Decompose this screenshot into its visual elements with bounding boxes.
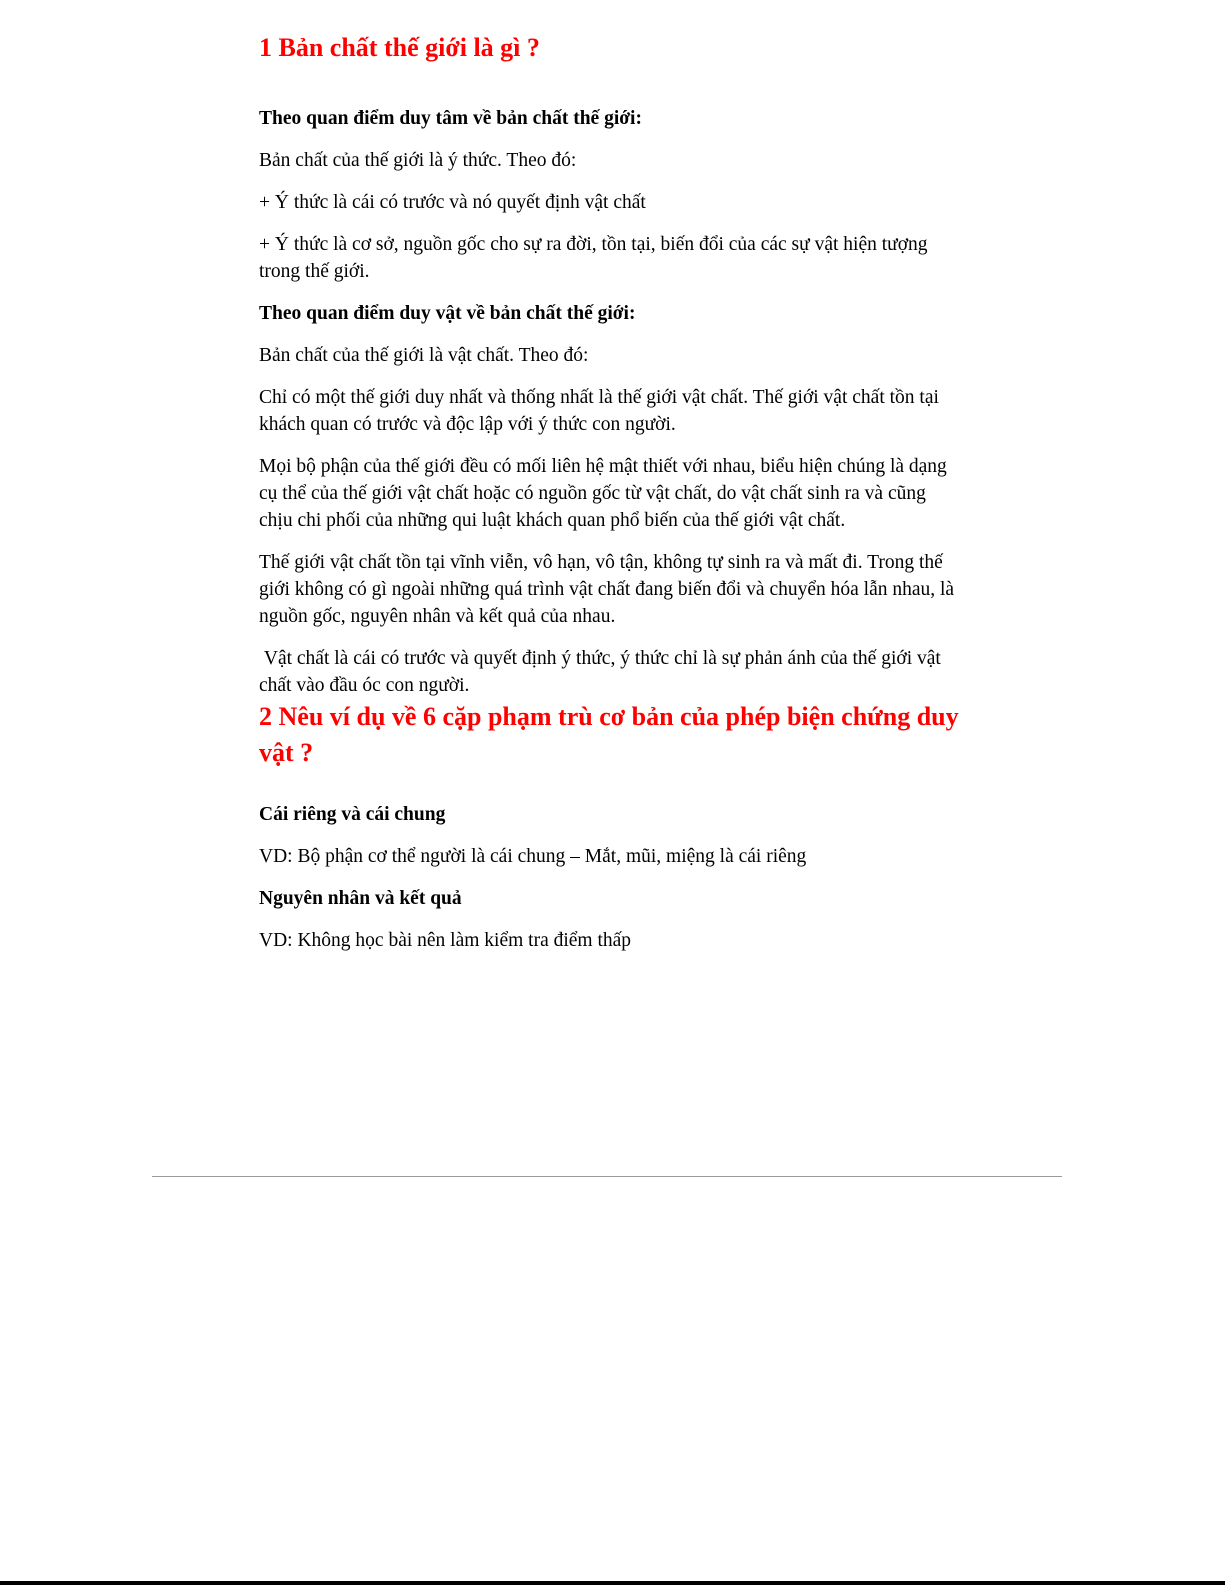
pair-1-example: VD: Bộ phận cơ thể người là cái chung – Mắt, mũi, miệng là cái riêng <box>259 846 807 867</box>
idealist-intro: Bản chất của thế giới là ý thức. Theo đó: <box>259 150 577 171</box>
pair-2-heading: Nguyên nhân và kết quả <box>259 888 462 909</box>
document-content <box>259 30 959 969</box>
page-divider <box>152 1176 1062 1177</box>
materialist-point-1: Chỉ có một thế giới duy nhất và thống nhất là thế giới vật chất. Thế giới vật chất tồn tại khách quan có trước và độc lập với ý thức con người. <box>259 387 939 435</box>
materialist-point-4: Vật chất là cái có trước và quyết định ý thức, ý thức chỉ là sự phản ánh của thế giới vật chất vào đầu óc con người. <box>259 648 946 696</box>
materialist-heading: Theo quan điểm duy vật về bản chất thế giới: <box>259 303 636 324</box>
materialist-point-2: Mọi bộ phận của thế giới đều có mối liên hệ mật thiết với nhau, biểu hiện chúng là dạng cụ thể của thế giới vật chất hoặc có nguồn gốc từ vật chất, do vật chất sinh ra và cũng chịu chi phối của những qui luật khách quan phổ biến của thế giới vật chất. <box>259 456 947 531</box>
idealist-point-1: + Ý thức là cái có trước và nó quyết định vật chất <box>259 192 646 213</box>
section-2-heading: 2 Nêu ví dụ về 6 cặp phạm trù cơ bản của phép biện chứng duy vật ? <box>259 702 959 767</box>
pair-2-example: VD: Không học bài nên làm kiểm tra điểm thấp <box>259 930 632 951</box>
bottom-edge-bar <box>0 1581 1225 1585</box>
section-1-heading: 1 Bản chất thế giới là gì ? <box>259 33 540 62</box>
idealist-heading: Theo quan điểm duy tâm về bản chất thế giới: <box>259 108 642 129</box>
materialist-intro: Bản chất của thế giới là vật chất. Theo đó: <box>259 345 589 366</box>
idealist-point-2: + Ý thức là cơ sở, nguồn gốc cho sự ra đời, tồn tại, biến đổi của các sự vật hiện tượng trong thế giới. <box>259 234 928 282</box>
materialist-point-3: Thế giới vật chất tồn tại vĩnh viễn, vô hạn, vô tận, không tự sinh ra và mất đi. Trong thế giới không có gì ngoài những quá trình vật chất đang biến đổi và chuyển hóa lẫn nhau, là nguồn gốc, nguyên nhân và kết quả của nhau. <box>259 552 955 627</box>
pair-1-heading: Cái riêng và cái chung <box>259 804 446 825</box>
